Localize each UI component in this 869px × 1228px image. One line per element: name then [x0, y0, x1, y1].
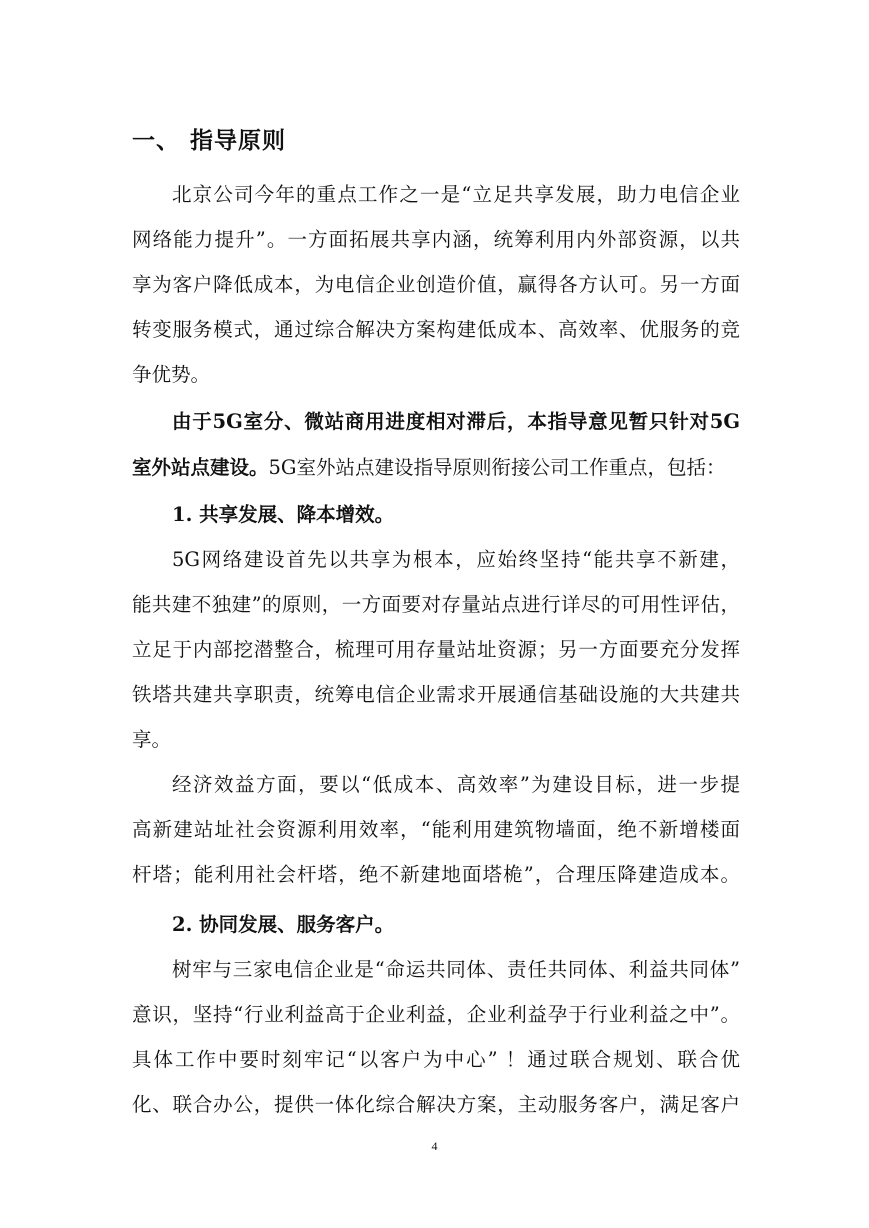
page-number: 4 [431, 1139, 438, 1153]
paragraph-line: 网络能力提升”。一方面拓展共享内涵，统筹利用内外部资源，以共 [132, 228, 740, 251]
paragraph-line: 5G网络建设首先以共享为根本，应始终坚持“能共享不新建， [172, 548, 740, 571]
paragraph-line: 具体工作中要时刻牢记“以客户为中心” ！通过联合规划、联合优 [132, 1048, 740, 1071]
heading-number: 一、 [132, 127, 180, 154]
paragraph-line: 经济效益方面，要以“低成本、高效率”为建设目标，进一步提 [172, 773, 740, 796]
heading-title: 指导原则 [190, 127, 286, 154]
paragraph-line-bold: 由于5G室分、微站商用进度相对滞后，本指导意见暂只针对5G [172, 410, 740, 433]
paragraph-line: 意识，坚持“行业利益高于企业利益，企业利益孕于行业利益之中”。 [132, 1003, 740, 1026]
paragraph-line: 高新建站址社会资源利用效率，“能利用建筑物墙面，绝不新增楼面 [132, 818, 740, 841]
paragraph-line: 化、联合办公，提供一体化综合解决方案，主动服务客户，满足客户 [132, 1093, 740, 1116]
paragraph-line: 享为客户降低成本，为电信企业创造价值，赢得各方认可。另一方面 [132, 273, 740, 296]
paragraph-line: 立足于内部挖潜整合，梳理可用存量站址资源；另一方面要充分发挥 [132, 638, 740, 661]
paragraph-line: 争优势。 [132, 363, 211, 386]
paragraph-line: 铁塔共建共享职责，统筹电信企业需求开展通信基础设施的大共建共 [132, 683, 740, 706]
subsection-heading-2: 2. 协同发展、服务客户。 [172, 913, 395, 936]
paragraph-line: 杆塔；能利用社会杆塔，绝不新建地面塔桅”，合理压降建造成本。 [132, 863, 740, 886]
paragraph-line-mixed [132, 453, 740, 483]
bold-text: 室外站点建设。 [132, 456, 269, 479]
paragraph-line: 树牢与三家电信企业是“命运共同体、责任共同体、利益共同体” [172, 958, 740, 981]
paragraph-line: 能共建不独建”的原则，一方面要对存量站点进行详尽的可用性评估， [132, 593, 740, 616]
paragraph-line: 北京公司今年的重点工作之一是“立足共享发展，助力电信企业 [172, 183, 740, 206]
paragraph-line: 享。 [132, 728, 172, 751]
subsection-heading-1: 1. 共享发展、降本增效。 [172, 503, 395, 526]
paragraph-line: 转变服务模式，通过综合解决方案构建低成本、高效率、优服务的竞 [132, 318, 740, 341]
plain-text: 5G室外站点建设指导原则衔接公司工作重点，包括： [268, 456, 726, 479]
section-heading [132, 122, 286, 155]
